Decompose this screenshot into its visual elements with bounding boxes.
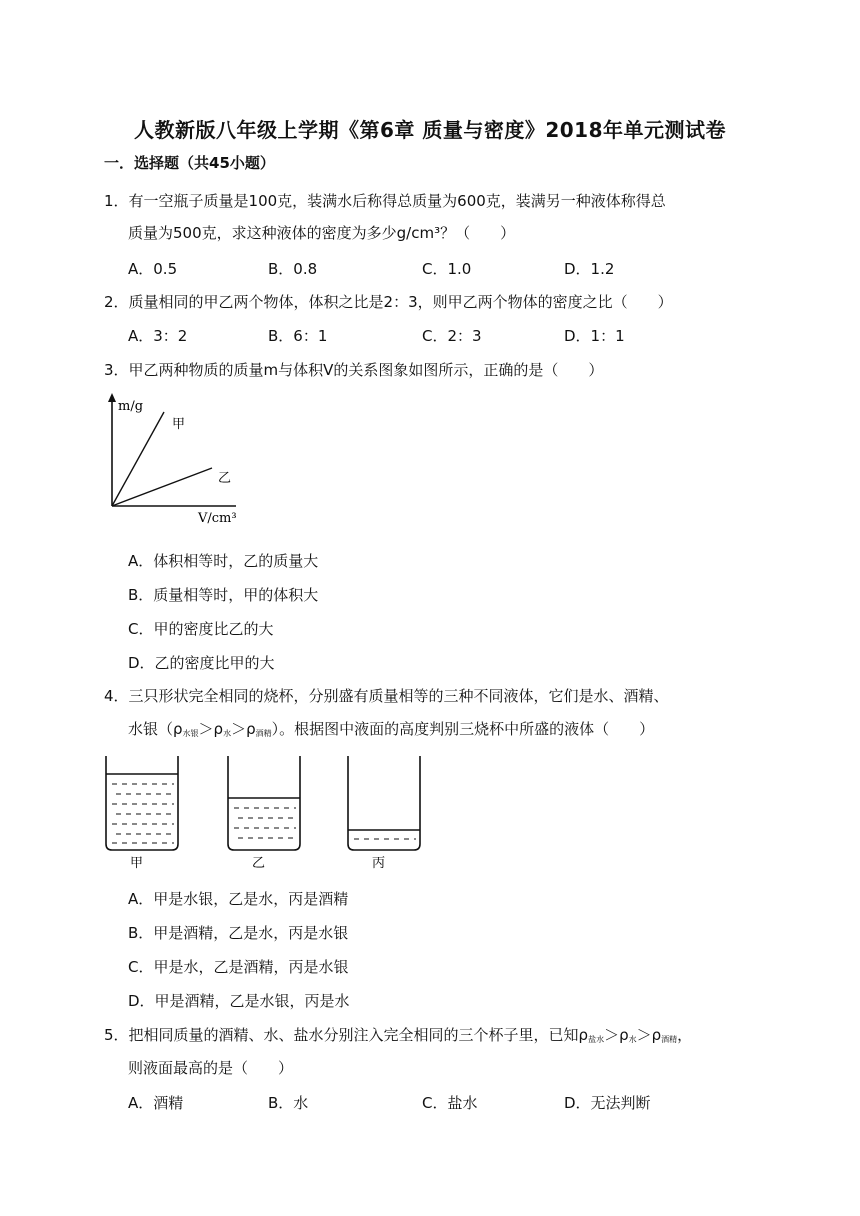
q5-line2: 则液面最高的是（ ）: [128, 1059, 294, 1077]
beaker-label-jia: 甲: [130, 856, 144, 871]
x-axis-label: V/cm³: [198, 511, 237, 526]
q2-option-a[interactable]: A．3：2: [128, 327, 188, 345]
q3-option-c[interactable]: C．甲的密度比乙的大: [128, 620, 274, 638]
y-axis-label: m/g: [118, 399, 144, 414]
beaker-yi: [228, 756, 300, 871]
q3-option-a[interactable]: A．体积相等时，乙的质量大: [128, 552, 319, 570]
q4-line2: 水银$(\rho_{水银}>\rho_水>\rho_{酒精})$。根据图中液面的高度判别三烧杯中所盛的液体（ ）: [128, 720, 655, 738]
section-heading: 一．选择题（共45小题）: [104, 154, 275, 172]
q1-line1: 1．有一空瓶子质量是100克，装满水后称得总质量为600克，装满另一种液体称得总: [104, 192, 666, 210]
q2-option-c[interactable]: C．2：3: [422, 327, 482, 345]
q5-line1: 5．把相同质量的酒精、水、盐水分别注入完全相同的三个杯子里，已知$\rho_{盐水}>\rho_水>\rho_{酒精}$，: [104, 1026, 693, 1044]
q1-option-d[interactable]: D．1.2: [564, 260, 615, 278]
label-yi: 乙: [218, 471, 232, 486]
q5-option-b[interactable]: B．水: [268, 1094, 309, 1112]
q1-option-b[interactable]: B．0.8: [268, 260, 318, 278]
beaker-bing: [348, 756, 420, 871]
beaker-label-bing: 丙: [372, 856, 386, 871]
q1-line2: 质量为500克，求这种液体的密度为多少g/cm³？（ ）: [128, 224, 516, 242]
q4-option-b[interactable]: B．甲是酒精，乙是水，丙是水银: [128, 924, 349, 942]
q2-option-b[interactable]: B．6：1: [268, 327, 328, 345]
q5-option-a[interactable]: A．酒精: [128, 1094, 184, 1112]
q4-option-c[interactable]: C．甲是水，乙是酒精，丙是水银: [128, 958, 349, 976]
q3-option-d[interactable]: D．乙的密度比甲的大: [128, 654, 275, 672]
label-jia: 甲: [172, 417, 186, 432]
line-yi: [112, 468, 212, 506]
q1-option-a[interactable]: A．0.5: [128, 260, 178, 278]
beaker-jia: [106, 756, 178, 871]
page-title: 人教新版八年级上学期《第6章 质量与密度》2018年单元测试卷: [133, 118, 727, 142]
q3-option-b[interactable]: B．质量相等时，甲的体积大: [128, 586, 319, 604]
beakers-figure: [100, 750, 430, 875]
q4-option-d[interactable]: D．甲是酒精，乙是水银，丙是水: [128, 992, 350, 1010]
q5-option-d[interactable]: D．无法判断: [564, 1094, 651, 1112]
mass-volume-graph: [100, 390, 250, 530]
y-axis-arrow: [108, 393, 116, 402]
q3-line1: 3．甲乙两种物质的质量m与体积V的关系图象如图所示，正确的是（ ）: [104, 361, 604, 379]
q5-option-c[interactable]: C．盐水: [422, 1094, 478, 1112]
q2-option-d[interactable]: D．1：1: [564, 327, 625, 345]
q4-option-a[interactable]: A．甲是水银，乙是水，丙是酒精: [128, 890, 349, 908]
q1-option-c[interactable]: C．1.0: [422, 260, 472, 278]
line-jia: [112, 412, 164, 506]
beaker-label-yi: 乙: [252, 856, 266, 871]
q4-line1: 4．三只形状完全相同的烧杯，分别盛有质量相等的三种不同液体，它们是水、酒精、: [104, 687, 669, 705]
q2-line1: 2．质量相同的甲乙两个物体，体积之比是2：3，则甲乙两个物体的密度之比（ ）: [104, 293, 673, 311]
